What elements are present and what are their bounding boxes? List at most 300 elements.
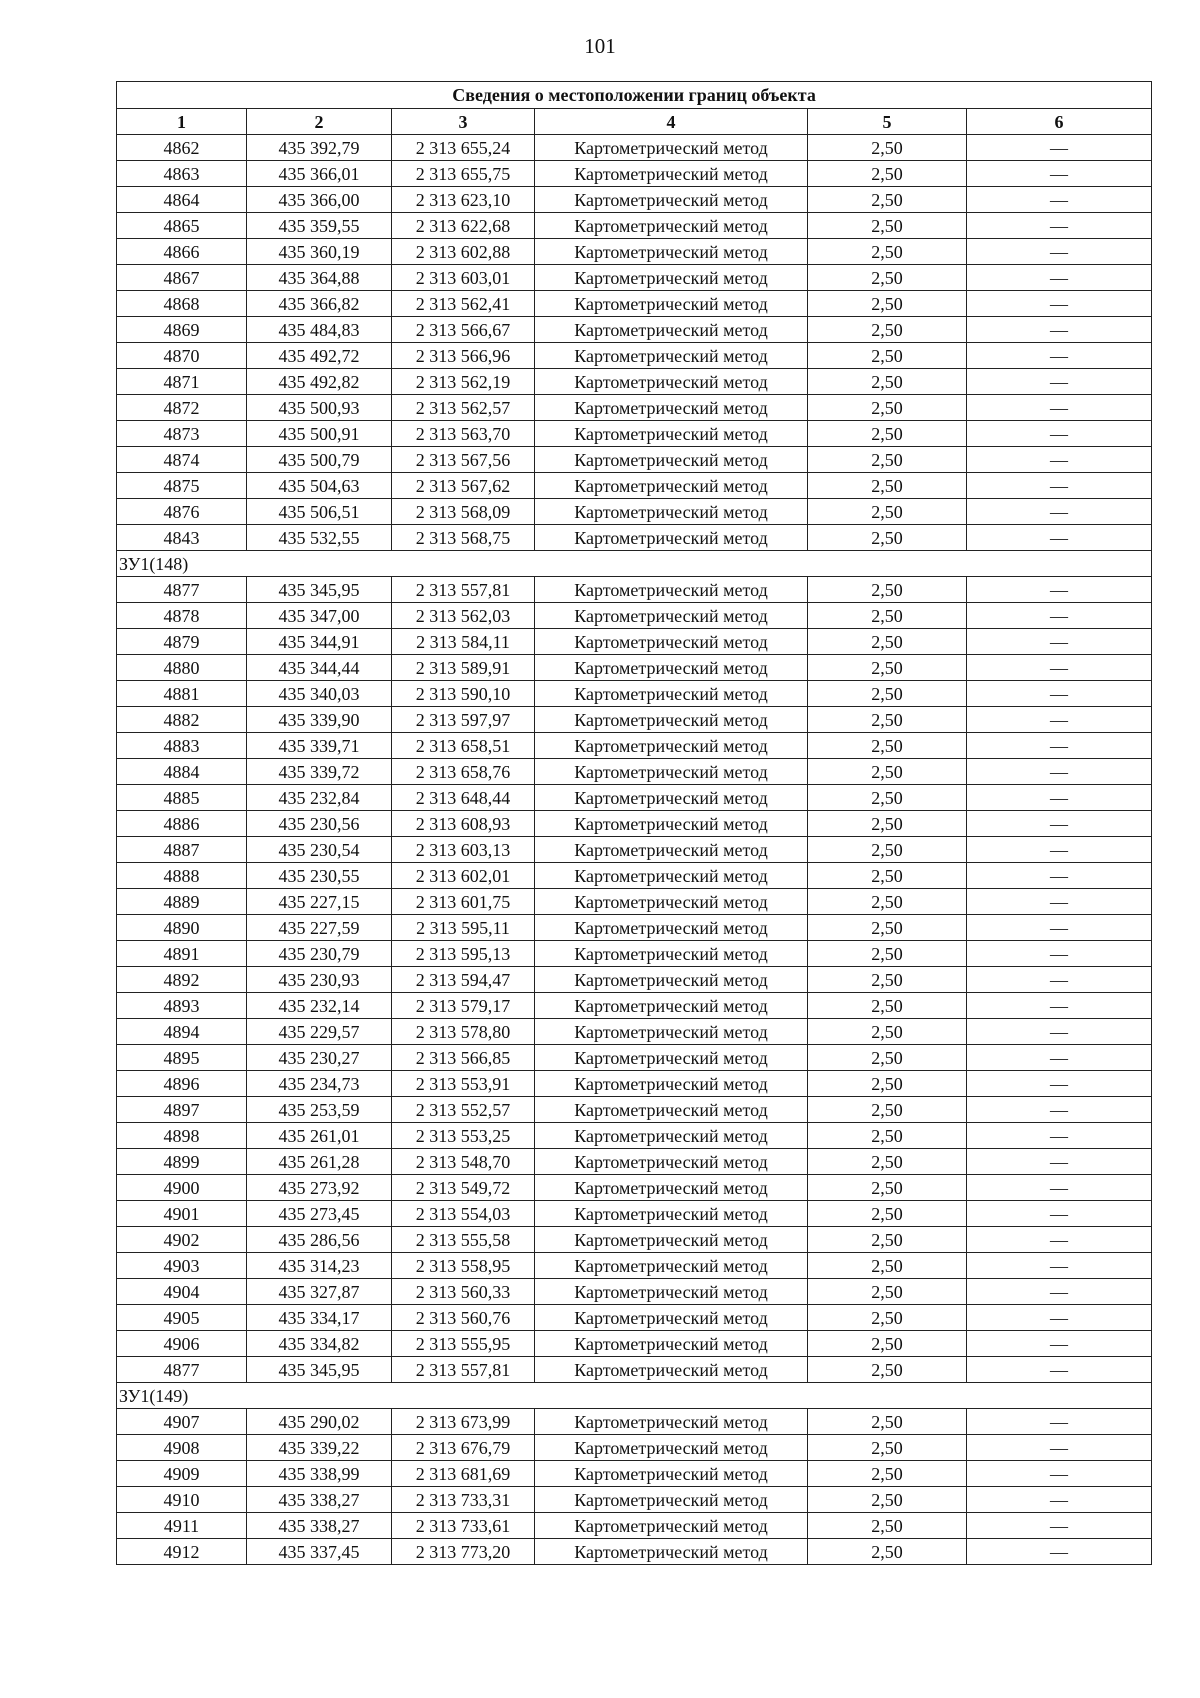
description-cell: — bbox=[967, 1149, 1152, 1175]
method-cell: Картометрический метод bbox=[535, 837, 808, 863]
point-number-cell: 4862 bbox=[117, 135, 247, 161]
accuracy-cell: 2,50 bbox=[808, 421, 967, 447]
accuracy-cell: 2,50 bbox=[808, 1071, 967, 1097]
description-cell: — bbox=[967, 941, 1152, 967]
x-coordinate-cell: 435 344,44 bbox=[247, 655, 392, 681]
point-number-cell: 4868 bbox=[117, 291, 247, 317]
accuracy-cell: 2,50 bbox=[808, 603, 967, 629]
point-number-cell: 4873 bbox=[117, 421, 247, 447]
table-row bbox=[117, 1253, 1152, 1279]
accuracy-cell: 2,50 bbox=[808, 863, 967, 889]
description-cell: — bbox=[967, 1201, 1152, 1227]
y-coordinate-cell: 2 313 733,31 bbox=[392, 1487, 535, 1513]
section-row bbox=[117, 1383, 1152, 1409]
table-row bbox=[117, 1357, 1152, 1383]
description-cell: — bbox=[967, 915, 1152, 941]
description-cell: — bbox=[967, 265, 1152, 291]
point-number-cell: 4877 bbox=[117, 577, 247, 603]
method-cell: Картометрический метод bbox=[535, 1175, 808, 1201]
method-cell: Картометрический метод bbox=[535, 317, 808, 343]
x-coordinate-cell: 435 506,51 bbox=[247, 499, 392, 525]
table-row bbox=[117, 889, 1152, 915]
method-cell: Картометрический метод bbox=[535, 1253, 808, 1279]
method-cell: Картометрический метод bbox=[535, 265, 808, 291]
y-coordinate-cell: 2 313 603,01 bbox=[392, 265, 535, 291]
description-cell: — bbox=[967, 317, 1152, 343]
accuracy-cell: 2,50 bbox=[808, 785, 967, 811]
method-cell: Картометрический метод bbox=[535, 1487, 808, 1513]
accuracy-cell: 2,50 bbox=[808, 941, 967, 967]
method-cell: Картометрический метод bbox=[535, 733, 808, 759]
method-cell: Картометрический метод bbox=[535, 577, 808, 603]
point-number-cell: 4869 bbox=[117, 317, 247, 343]
method-cell: Картометрический метод bbox=[535, 1227, 808, 1253]
x-coordinate-cell: 435 339,72 bbox=[247, 759, 392, 785]
point-number-cell: 4900 bbox=[117, 1175, 247, 1201]
method-cell: Картометрический метод bbox=[535, 473, 808, 499]
description-cell: — bbox=[967, 1253, 1152, 1279]
accuracy-cell: 2,50 bbox=[808, 1487, 967, 1513]
table-row bbox=[117, 1201, 1152, 1227]
x-coordinate-cell: 435 484,83 bbox=[247, 317, 392, 343]
point-number-cell: 4879 bbox=[117, 629, 247, 655]
accuracy-cell: 2,50 bbox=[808, 707, 967, 733]
description-cell: — bbox=[967, 187, 1152, 213]
description-cell: — bbox=[967, 1019, 1152, 1045]
y-coordinate-cell: 2 313 655,24 bbox=[392, 135, 535, 161]
y-coordinate-cell: 2 313 681,69 bbox=[392, 1461, 535, 1487]
table-row bbox=[117, 213, 1152, 239]
x-coordinate-cell: 435 532,55 bbox=[247, 525, 392, 551]
accuracy-cell: 2,50 bbox=[808, 343, 967, 369]
y-coordinate-cell: 2 313 557,81 bbox=[392, 577, 535, 603]
y-coordinate-cell: 2 313 602,88 bbox=[392, 239, 535, 265]
point-number-cell: 4911 bbox=[117, 1513, 247, 1539]
x-coordinate-cell: 435 232,14 bbox=[247, 993, 392, 1019]
boundary-coordinates-table bbox=[116, 81, 1152, 1565]
accuracy-cell: 2,50 bbox=[808, 1123, 967, 1149]
description-cell: — bbox=[967, 1045, 1152, 1071]
point-number-cell: 4884 bbox=[117, 759, 247, 785]
x-coordinate-cell: 435 338,27 bbox=[247, 1513, 392, 1539]
accuracy-cell: 2,50 bbox=[808, 395, 967, 421]
x-coordinate-cell: 435 339,90 bbox=[247, 707, 392, 733]
x-coordinate-cell: 435 232,84 bbox=[247, 785, 392, 811]
accuracy-cell: 2,50 bbox=[808, 967, 967, 993]
y-coordinate-cell: 2 313 658,76 bbox=[392, 759, 535, 785]
y-coordinate-cell: 2 313 773,20 bbox=[392, 1539, 535, 1565]
point-number-cell: 4867 bbox=[117, 265, 247, 291]
x-coordinate-cell: 435 359,55 bbox=[247, 213, 392, 239]
y-coordinate-cell: 2 313 733,61 bbox=[392, 1513, 535, 1539]
method-cell: Картометрический метод bbox=[535, 941, 808, 967]
x-coordinate-cell: 435 339,22 bbox=[247, 1435, 392, 1461]
accuracy-cell: 2,50 bbox=[808, 161, 967, 187]
x-coordinate-cell: 435 230,56 bbox=[247, 811, 392, 837]
x-coordinate-cell: 435 340,03 bbox=[247, 681, 392, 707]
x-coordinate-cell: 435 273,45 bbox=[247, 1201, 392, 1227]
y-coordinate-cell: 2 313 558,95 bbox=[392, 1253, 535, 1279]
x-coordinate-cell: 435 230,55 bbox=[247, 863, 392, 889]
accuracy-cell: 2,50 bbox=[808, 889, 967, 915]
method-cell: Картометрический метод bbox=[535, 603, 808, 629]
x-coordinate-cell: 435 392,79 bbox=[247, 135, 392, 161]
accuracy-cell: 2,50 bbox=[808, 1175, 967, 1201]
y-coordinate-cell: 2 313 562,57 bbox=[392, 395, 535, 421]
method-cell: Картометрический метод bbox=[535, 369, 808, 395]
y-coordinate-cell: 2 313 554,03 bbox=[392, 1201, 535, 1227]
x-coordinate-cell: 435 230,27 bbox=[247, 1045, 392, 1071]
accuracy-cell: 2,50 bbox=[808, 1045, 967, 1071]
y-coordinate-cell: 2 313 567,56 bbox=[392, 447, 535, 473]
accuracy-cell: 2,50 bbox=[808, 759, 967, 785]
table-row bbox=[117, 1409, 1152, 1435]
point-number-cell: 4890 bbox=[117, 915, 247, 941]
method-cell: Картометрический метод bbox=[535, 707, 808, 733]
table-row bbox=[117, 1071, 1152, 1097]
point-number-cell: 4863 bbox=[117, 161, 247, 187]
y-coordinate-cell: 2 313 560,33 bbox=[392, 1279, 535, 1305]
description-cell: — bbox=[967, 135, 1152, 161]
accuracy-cell: 2,50 bbox=[808, 577, 967, 603]
x-coordinate-cell: 435 290,02 bbox=[247, 1409, 392, 1435]
y-coordinate-cell: 2 313 553,25 bbox=[392, 1123, 535, 1149]
point-number-cell: 4912 bbox=[117, 1539, 247, 1565]
method-cell: Картометрический метод bbox=[535, 655, 808, 681]
y-coordinate-cell: 2 313 597,97 bbox=[392, 707, 535, 733]
table-row bbox=[117, 811, 1152, 837]
description-cell: — bbox=[967, 681, 1152, 707]
method-cell: Картометрический метод bbox=[535, 1331, 808, 1357]
point-number-cell: 4875 bbox=[117, 473, 247, 499]
table-row bbox=[117, 1019, 1152, 1045]
y-coordinate-cell: 2 313 567,62 bbox=[392, 473, 535, 499]
x-coordinate-cell: 435 345,95 bbox=[247, 577, 392, 603]
description-cell: — bbox=[967, 629, 1152, 655]
description-cell: — bbox=[967, 707, 1152, 733]
column-header: 1 bbox=[117, 109, 247, 135]
point-number-cell: 4909 bbox=[117, 1461, 247, 1487]
table-row bbox=[117, 369, 1152, 395]
description-cell: — bbox=[967, 1279, 1152, 1305]
y-coordinate-cell: 2 313 579,17 bbox=[392, 993, 535, 1019]
accuracy-cell: 2,50 bbox=[808, 1305, 967, 1331]
table-row bbox=[117, 681, 1152, 707]
table-row bbox=[117, 525, 1152, 551]
description-cell: — bbox=[967, 863, 1152, 889]
y-coordinate-cell: 2 313 658,51 bbox=[392, 733, 535, 759]
table-row bbox=[117, 993, 1152, 1019]
accuracy-cell: 2,50 bbox=[808, 1201, 967, 1227]
table-row bbox=[117, 759, 1152, 785]
description-cell: — bbox=[967, 603, 1152, 629]
description-cell: — bbox=[967, 1539, 1152, 1565]
y-coordinate-cell: 2 313 595,13 bbox=[392, 941, 535, 967]
description-cell: — bbox=[967, 759, 1152, 785]
x-coordinate-cell: 435 227,59 bbox=[247, 915, 392, 941]
method-cell: Картометрический метод bbox=[535, 1123, 808, 1149]
accuracy-cell: 2,50 bbox=[808, 317, 967, 343]
y-coordinate-cell: 2 313 673,99 bbox=[392, 1409, 535, 1435]
method-cell: Картометрический метод bbox=[535, 1097, 808, 1123]
method-cell: Картометрический метод bbox=[535, 291, 808, 317]
table-title-row bbox=[117, 82, 1152, 109]
description-cell: — bbox=[967, 421, 1152, 447]
description-cell: — bbox=[967, 655, 1152, 681]
description-cell: — bbox=[967, 1435, 1152, 1461]
point-number-cell: 4883 bbox=[117, 733, 247, 759]
accuracy-cell: 2,50 bbox=[808, 135, 967, 161]
method-cell: Картометрический метод bbox=[535, 1461, 808, 1487]
y-coordinate-cell: 2 313 676,79 bbox=[392, 1435, 535, 1461]
x-coordinate-cell: 435 230,93 bbox=[247, 967, 392, 993]
table-row bbox=[117, 395, 1152, 421]
description-cell: — bbox=[967, 1357, 1152, 1383]
accuracy-cell: 2,50 bbox=[808, 1227, 967, 1253]
point-number-cell: 4905 bbox=[117, 1305, 247, 1331]
x-coordinate-cell: 435 230,54 bbox=[247, 837, 392, 863]
page-number: 101 bbox=[584, 34, 616, 58]
point-number-cell: 4871 bbox=[117, 369, 247, 395]
description-cell: — bbox=[967, 1305, 1152, 1331]
table-row bbox=[117, 1513, 1152, 1539]
accuracy-cell: 2,50 bbox=[808, 1513, 967, 1539]
y-coordinate-cell: 2 313 584,11 bbox=[392, 629, 535, 655]
method-cell: Картометрический метод bbox=[535, 993, 808, 1019]
description-cell: — bbox=[967, 239, 1152, 265]
accuracy-cell: 2,50 bbox=[808, 1461, 967, 1487]
method-cell: Картометрический метод bbox=[535, 525, 808, 551]
x-coordinate-cell: 435 314,23 bbox=[247, 1253, 392, 1279]
x-coordinate-cell: 435 338,99 bbox=[247, 1461, 392, 1487]
accuracy-cell: 2,50 bbox=[808, 369, 967, 395]
table-row bbox=[117, 1149, 1152, 1175]
column-header: 2 bbox=[247, 109, 392, 135]
x-coordinate-cell: 435 500,91 bbox=[247, 421, 392, 447]
table-row bbox=[117, 1461, 1152, 1487]
x-coordinate-cell: 435 229,57 bbox=[247, 1019, 392, 1045]
y-coordinate-cell: 2 313 549,72 bbox=[392, 1175, 535, 1201]
table-row bbox=[117, 603, 1152, 629]
point-number-cell: 4881 bbox=[117, 681, 247, 707]
x-coordinate-cell: 435 366,82 bbox=[247, 291, 392, 317]
accuracy-cell: 2,50 bbox=[808, 473, 967, 499]
point-number-cell: 4866 bbox=[117, 239, 247, 265]
x-coordinate-cell: 435 334,82 bbox=[247, 1331, 392, 1357]
method-cell: Картометрический метод bbox=[535, 1435, 808, 1461]
accuracy-cell: 2,50 bbox=[808, 525, 967, 551]
section-label: ЗУ1(148) bbox=[117, 551, 1152, 577]
table-title: Сведения о местоположении границ объекта bbox=[117, 82, 1152, 109]
point-number-cell: 4889 bbox=[117, 889, 247, 915]
y-coordinate-cell: 2 313 548,70 bbox=[392, 1149, 535, 1175]
method-cell: Картометрический метод bbox=[535, 759, 808, 785]
description-cell: — bbox=[967, 1461, 1152, 1487]
point-number-cell: 4885 bbox=[117, 785, 247, 811]
accuracy-cell: 2,50 bbox=[808, 1097, 967, 1123]
x-coordinate-cell: 435 500,93 bbox=[247, 395, 392, 421]
point-number-cell: 4892 bbox=[117, 967, 247, 993]
method-cell: Картометрический метод bbox=[535, 629, 808, 655]
accuracy-cell: 2,50 bbox=[808, 265, 967, 291]
method-cell: Картометрический метод bbox=[535, 915, 808, 941]
table-row bbox=[117, 707, 1152, 733]
description-cell: — bbox=[967, 889, 1152, 915]
point-number-cell: 4888 bbox=[117, 863, 247, 889]
method-cell: Картометрический метод bbox=[535, 239, 808, 265]
accuracy-cell: 2,50 bbox=[808, 837, 967, 863]
y-coordinate-cell: 2 313 560,76 bbox=[392, 1305, 535, 1331]
x-coordinate-cell: 435 504,63 bbox=[247, 473, 392, 499]
table-row bbox=[117, 1175, 1152, 1201]
table-row bbox=[117, 187, 1152, 213]
table-row bbox=[117, 1279, 1152, 1305]
description-cell: — bbox=[967, 1071, 1152, 1097]
y-coordinate-cell: 2 313 562,03 bbox=[392, 603, 535, 629]
table-row bbox=[117, 343, 1152, 369]
description-cell: — bbox=[967, 447, 1152, 473]
method-cell: Картометрический метод bbox=[535, 1045, 808, 1071]
table-row bbox=[117, 785, 1152, 811]
accuracy-cell: 2,50 bbox=[808, 733, 967, 759]
point-number-cell: 4893 bbox=[117, 993, 247, 1019]
table-row bbox=[117, 915, 1152, 941]
method-cell: Картометрический метод bbox=[535, 1357, 808, 1383]
x-coordinate-cell: 435 344,91 bbox=[247, 629, 392, 655]
method-cell: Картометрический метод bbox=[535, 681, 808, 707]
point-number-cell: 4906 bbox=[117, 1331, 247, 1357]
y-coordinate-cell: 2 313 622,68 bbox=[392, 213, 535, 239]
description-cell: — bbox=[967, 785, 1152, 811]
accuracy-cell: 2,50 bbox=[808, 1539, 967, 1565]
description-cell: — bbox=[967, 1409, 1152, 1435]
description-cell: — bbox=[967, 993, 1152, 1019]
section-row bbox=[117, 551, 1152, 577]
accuracy-cell: 2,50 bbox=[808, 681, 967, 707]
method-cell: Картометрический метод bbox=[535, 447, 808, 473]
table-row bbox=[117, 499, 1152, 525]
accuracy-cell: 2,50 bbox=[808, 629, 967, 655]
method-cell: Картометрический метод bbox=[535, 1409, 808, 1435]
accuracy-cell: 2,50 bbox=[808, 655, 967, 681]
table-row bbox=[117, 1045, 1152, 1071]
method-cell: Картометрический метод bbox=[535, 863, 808, 889]
y-coordinate-cell: 2 313 601,75 bbox=[392, 889, 535, 915]
method-cell: Картометрический метод bbox=[535, 135, 808, 161]
table-row bbox=[117, 629, 1152, 655]
description-cell: — bbox=[967, 395, 1152, 421]
description-cell: — bbox=[967, 1227, 1152, 1253]
description-cell: — bbox=[967, 733, 1152, 759]
method-cell: Картометрический метод bbox=[535, 967, 808, 993]
point-number-cell: 4898 bbox=[117, 1123, 247, 1149]
table-row bbox=[117, 421, 1152, 447]
table-row bbox=[117, 1331, 1152, 1357]
accuracy-cell: 2,50 bbox=[808, 993, 967, 1019]
description-cell: — bbox=[967, 811, 1152, 837]
table-row bbox=[117, 1305, 1152, 1331]
method-cell: Картометрический метод bbox=[535, 187, 808, 213]
x-coordinate-cell: 435 286,56 bbox=[247, 1227, 392, 1253]
point-number-cell: 4870 bbox=[117, 343, 247, 369]
x-coordinate-cell: 435 261,28 bbox=[247, 1149, 392, 1175]
y-coordinate-cell: 2 313 568,75 bbox=[392, 525, 535, 551]
description-cell: — bbox=[967, 1331, 1152, 1357]
accuracy-cell: 2,50 bbox=[808, 499, 967, 525]
x-coordinate-cell: 435 347,00 bbox=[247, 603, 392, 629]
table-row bbox=[117, 1487, 1152, 1513]
accuracy-cell: 2,50 bbox=[808, 1435, 967, 1461]
table-row bbox=[117, 837, 1152, 863]
point-number-cell: 4887 bbox=[117, 837, 247, 863]
method-cell: Картометрический метод bbox=[535, 1071, 808, 1097]
column-header: 6 bbox=[967, 109, 1152, 135]
description-cell: — bbox=[967, 1175, 1152, 1201]
x-coordinate-cell: 435 273,92 bbox=[247, 1175, 392, 1201]
description-cell: — bbox=[967, 1513, 1152, 1539]
x-coordinate-cell: 435 261,01 bbox=[247, 1123, 392, 1149]
point-number-cell: 4902 bbox=[117, 1227, 247, 1253]
point-number-cell: 4843 bbox=[117, 525, 247, 551]
accuracy-cell: 2,50 bbox=[808, 1357, 967, 1383]
method-cell: Картометрический метод bbox=[535, 1305, 808, 1331]
point-number-cell: 4896 bbox=[117, 1071, 247, 1097]
method-cell: Картометрический метод bbox=[535, 421, 808, 447]
description-cell: — bbox=[967, 837, 1152, 863]
point-number-cell: 4891 bbox=[117, 941, 247, 967]
accuracy-cell: 2,50 bbox=[808, 1253, 967, 1279]
y-coordinate-cell: 2 313 578,80 bbox=[392, 1019, 535, 1045]
accuracy-cell: 2,50 bbox=[808, 915, 967, 941]
table-row bbox=[117, 1539, 1152, 1565]
y-coordinate-cell: 2 313 553,91 bbox=[392, 1071, 535, 1097]
y-coordinate-cell: 2 313 566,96 bbox=[392, 343, 535, 369]
point-number-cell: 4882 bbox=[117, 707, 247, 733]
table-row bbox=[117, 1227, 1152, 1253]
accuracy-cell: 2,50 bbox=[808, 1409, 967, 1435]
point-number-cell: 4904 bbox=[117, 1279, 247, 1305]
y-coordinate-cell: 2 313 555,58 bbox=[392, 1227, 535, 1253]
x-coordinate-cell: 435 337,45 bbox=[247, 1539, 392, 1565]
y-coordinate-cell: 2 313 602,01 bbox=[392, 863, 535, 889]
description-cell: — bbox=[967, 343, 1152, 369]
x-coordinate-cell: 435 227,15 bbox=[247, 889, 392, 915]
description-cell: — bbox=[967, 369, 1152, 395]
accuracy-cell: 2,50 bbox=[808, 447, 967, 473]
point-number-cell: 4880 bbox=[117, 655, 247, 681]
y-coordinate-cell: 2 313 608,93 bbox=[392, 811, 535, 837]
column-header: 5 bbox=[808, 109, 967, 135]
y-coordinate-cell: 2 313 562,19 bbox=[392, 369, 535, 395]
method-cell: Картометрический метод bbox=[535, 1201, 808, 1227]
x-coordinate-cell: 435 366,00 bbox=[247, 187, 392, 213]
point-number-cell: 4899 bbox=[117, 1149, 247, 1175]
table-row bbox=[117, 941, 1152, 967]
x-coordinate-cell: 435 334,17 bbox=[247, 1305, 392, 1331]
x-coordinate-cell: 435 492,82 bbox=[247, 369, 392, 395]
table-row bbox=[117, 1435, 1152, 1461]
point-number-cell: 4908 bbox=[117, 1435, 247, 1461]
method-cell: Картометрический метод bbox=[535, 1513, 808, 1539]
x-coordinate-cell: 435 253,59 bbox=[247, 1097, 392, 1123]
point-number-cell: 4894 bbox=[117, 1019, 247, 1045]
table-head bbox=[117, 82, 1152, 135]
y-coordinate-cell: 2 313 557,81 bbox=[392, 1357, 535, 1383]
table-row bbox=[117, 577, 1152, 603]
point-number-cell: 4877 bbox=[117, 1357, 247, 1383]
table-row bbox=[117, 265, 1152, 291]
point-number-cell: 4865 bbox=[117, 213, 247, 239]
